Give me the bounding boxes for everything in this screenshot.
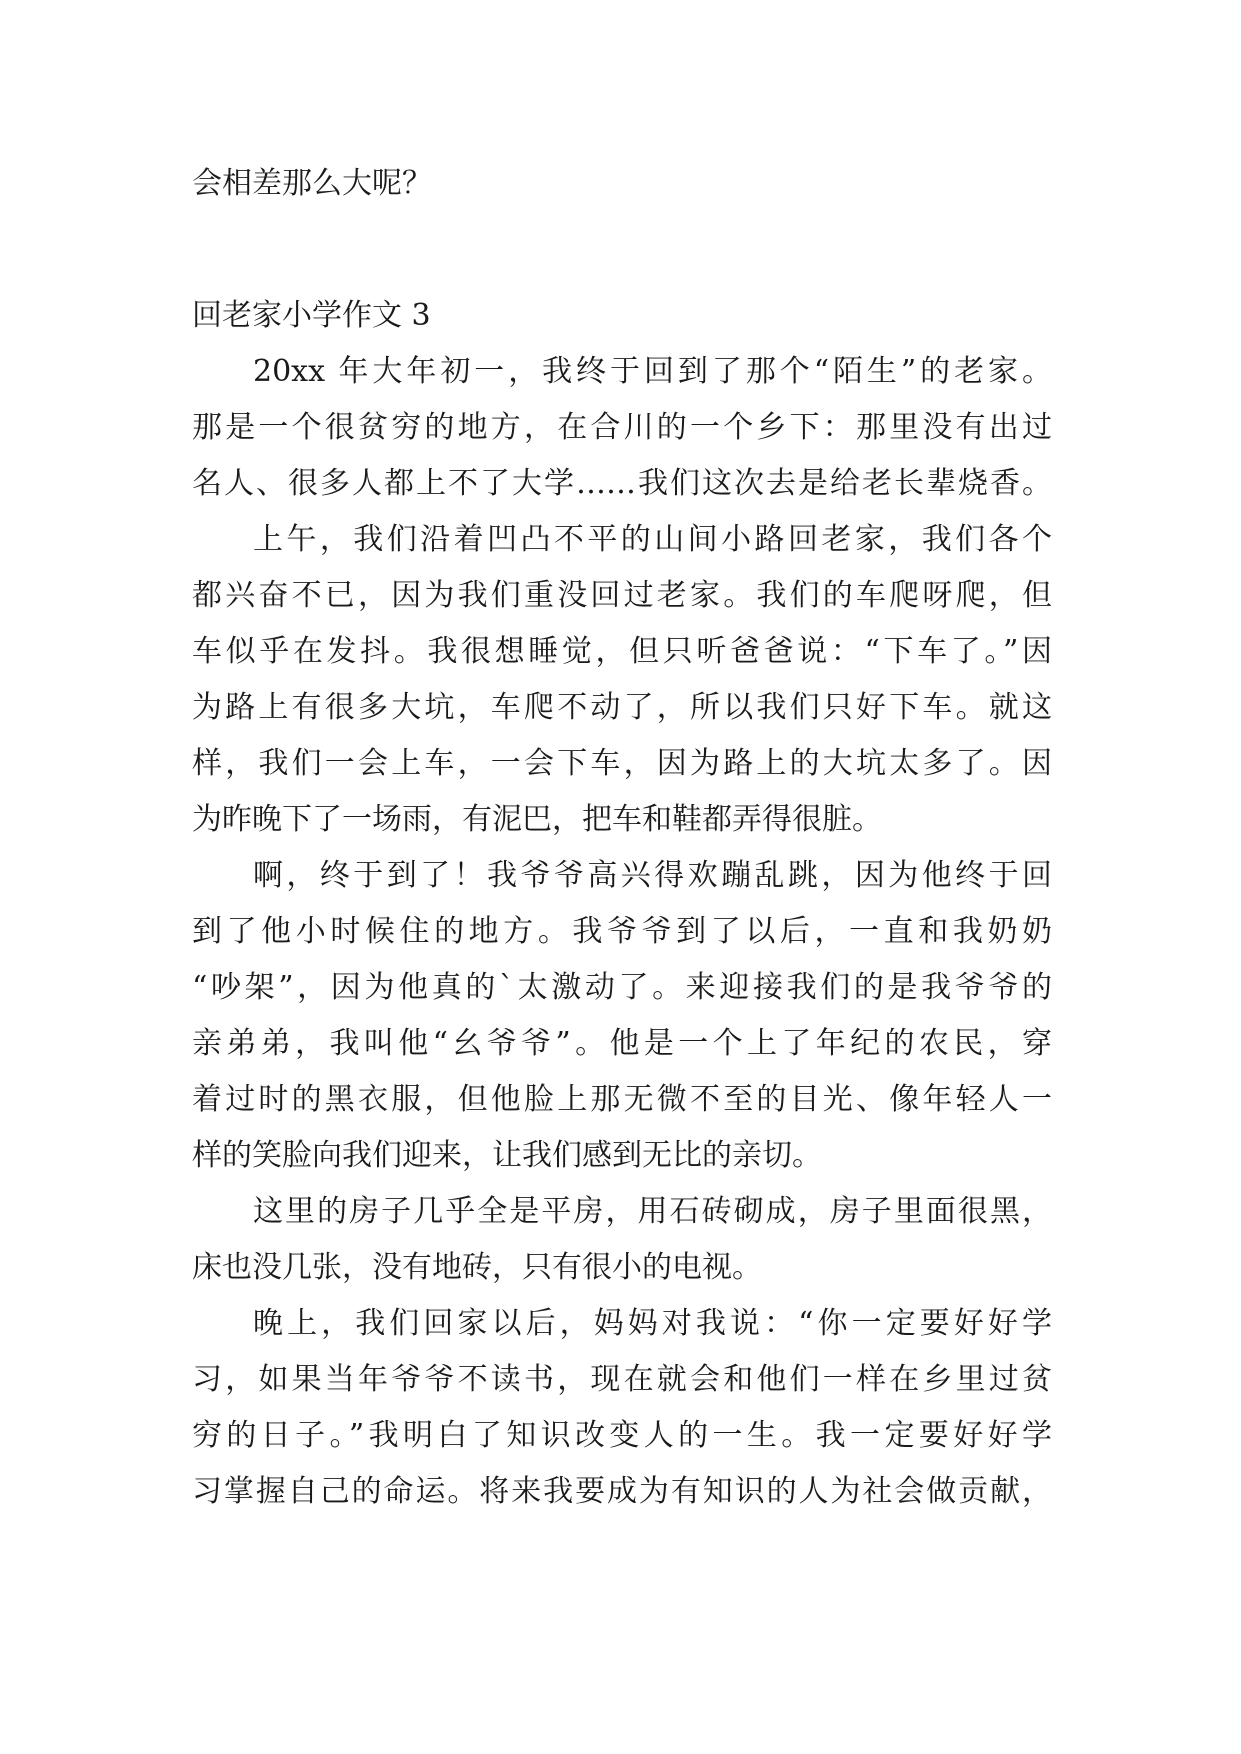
paragraph-line: 亲弟弟，我叫他“幺爷爷”。他是一个上了年纪的农民，穿 (192, 1026, 1052, 1061)
continued-text-fragment: 会相差那么大呢？ (192, 166, 432, 201)
paragraph-line: 这里的房子几乎全是平房，用石砖砌成，房子里面很黑， (253, 1194, 1052, 1229)
paragraph (192, 848, 1052, 1184)
paragraph-line: 上午，我们沿着凹凸不平的山间小路回老家，我们各个 (253, 522, 1052, 557)
document-body (192, 156, 1052, 1520)
paragraph-line: 晚上，我们回家以后，妈妈对我说：“你一定要好好学 (253, 1306, 1052, 1341)
paragraph-line: 为昨晚下了一场雨，有泥巴，把车和鞋都弄得很脏。 (192, 802, 882, 837)
paragraph-line: 啊，终于到了！我爷爷高兴得欢蹦乱跳，因为他终于回 (253, 858, 1052, 893)
paragraph-line: 样的笑脸向我们迎来，让我们感到无比的亲切。 (192, 1138, 822, 1173)
paragraph-line: 样，我们一会上车，一会下车，因为路上的大坑太多了。因 (192, 746, 1052, 781)
paragraph (192, 344, 1052, 512)
paragraph (192, 1184, 1052, 1296)
paragraph-line: 车似乎在发抖。我很想睡觉，但只听爸爸说：“下车了。”因 (192, 634, 1052, 669)
paragraph-line: 20xx 年大年初一，我终于回到了那个“陌生”的老家。 (253, 354, 1052, 389)
paragraph (192, 1296, 1052, 1520)
paragraph-line: 那是一个很贫穷的地方，在合川的一个乡下：那里没有出过 (192, 410, 1052, 445)
essay-title: 回老家小学作文 3 (192, 298, 431, 333)
paragraph-line: 习，如果当年爷爷不读书，现在就会和他们一样在乡里过贫 (192, 1362, 1052, 1397)
paragraph-line: 到了他小时候住的地方。我爷爷到了以后，一直和我奶奶 (192, 914, 1052, 949)
paragraph-line: 穷的日子。”我明白了知识改变人的一生。我一定要好好学 (192, 1418, 1052, 1453)
paragraph (192, 512, 1052, 848)
paragraph-line: 着过时的黑衣服，但他脸上那无微不至的目光、像年轻人一 (192, 1082, 1052, 1117)
paragraph-line: 为路上有很多大坑，车爬不动了，所以我们只好下车。就这 (192, 690, 1052, 725)
paragraph-line: 都兴奋不已，因为我们重没回过老家。我们的车爬呀爬，但 (192, 578, 1052, 613)
paragraph-line: “吵架”，因为他真的`太激动了。来迎接我们的是我爷爷的 (192, 970, 1052, 1005)
spacer (192, 212, 1052, 288)
paragraph-line: 床也没几张，没有地砖，只有很小的电视。 (192, 1250, 762, 1285)
paragraph-line: 名人、很多人都上不了大学……我们这次去是给老长辈烧香。 (192, 466, 1052, 501)
paragraph-line: 习掌握自己的命运。将来我要成为有知识的人为社会做贡献， (192, 1474, 1052, 1509)
